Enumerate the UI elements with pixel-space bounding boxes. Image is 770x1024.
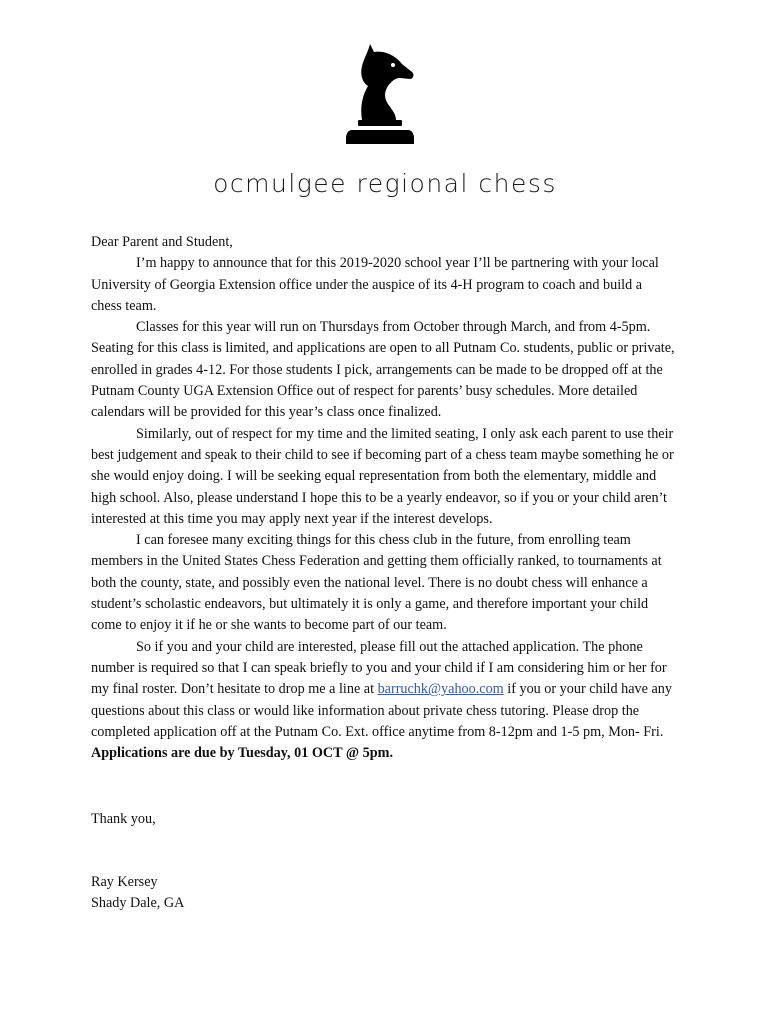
signature-location: Shady Dale, GA	[91, 895, 185, 912]
signature-name: Ray Kersey	[91, 874, 158, 890]
email-link[interactable]: barruchk@yahoo.com	[377, 681, 504, 698]
paragraph-5-text-a: So if you and your child are interested, please fill out the attached application. The phone number is required so that I can speak briefly to you and your child if I am considering him or her for my final roster. Don’t hesitate to drop me a line at	[91, 638, 667, 698]
closing: Thank you,	[91, 811, 156, 827]
paragraph-2: Classes for this year will run on Thursdays from October through March, and from 4-5pm. Seating for this class is limited, and applications are open to all Putnam Co. students, public or private, enrolled in grades 4-12. For those students I pick, arrangements can be made to be dropped off at the Putnam County UGA Extension Office out of respect for parents’ busy schedules. More detailed calendars will be provided for this year’s class once finalized.	[91, 319, 675, 421]
paragraph-5	[91, 637, 676, 765]
chess-knight-icon	[340, 38, 420, 148]
paragraph-1: I’m happy to announce that for this 2019-2020 school year I’ll be partnering with your local University of Georgia Extension office under the auspice of its 4-H program to coach and build a chess team.	[91, 255, 659, 314]
paragraph-5-text-b: if you or your child have any questions about this class or would like information about private chess tutoring. Please drop the completed application off at the Putnam Co. Ext. office anytime from 8-12pm and 1-5 pm, Mon- Fri.	[91, 681, 672, 740]
paragraph-3: Similarly, out of respect for my time and the limited seating, I only ask each parent to use their best judgement and speak to their child to see if becoming part of a chess team maybe something he or she would enjoy doing. I will be seeking equal representation from both the elementary, middle and high school. Also, please understand I hope this to be a yearly endeavor, so if you or your child aren’t interested at this time you may apply next year if the interest develops.	[91, 425, 674, 527]
salutation: Dear Parent and Student,	[91, 234, 233, 250]
letter-body	[91, 232, 676, 764]
paragraph-4: I can foresee many exciting things for this chess club in the future, from enrolling team members in the United States Chess Federation and getting them officially ranked, to tournaments at both the county, state, and possibly even the national level. There is no doubt chess will enhance a student’s scholastic endeavors, but ultimately it is only a game, and therefore important your child come to enjoy it if he or she wants to become part of our team.	[91, 532, 662, 634]
page-title: ocmulgee regional chess	[213, 169, 557, 198]
deadline-text: Applications are due by Tuesday, 01 OCT @ 5pm.	[91, 745, 394, 762]
signature-block	[91, 872, 184, 915]
